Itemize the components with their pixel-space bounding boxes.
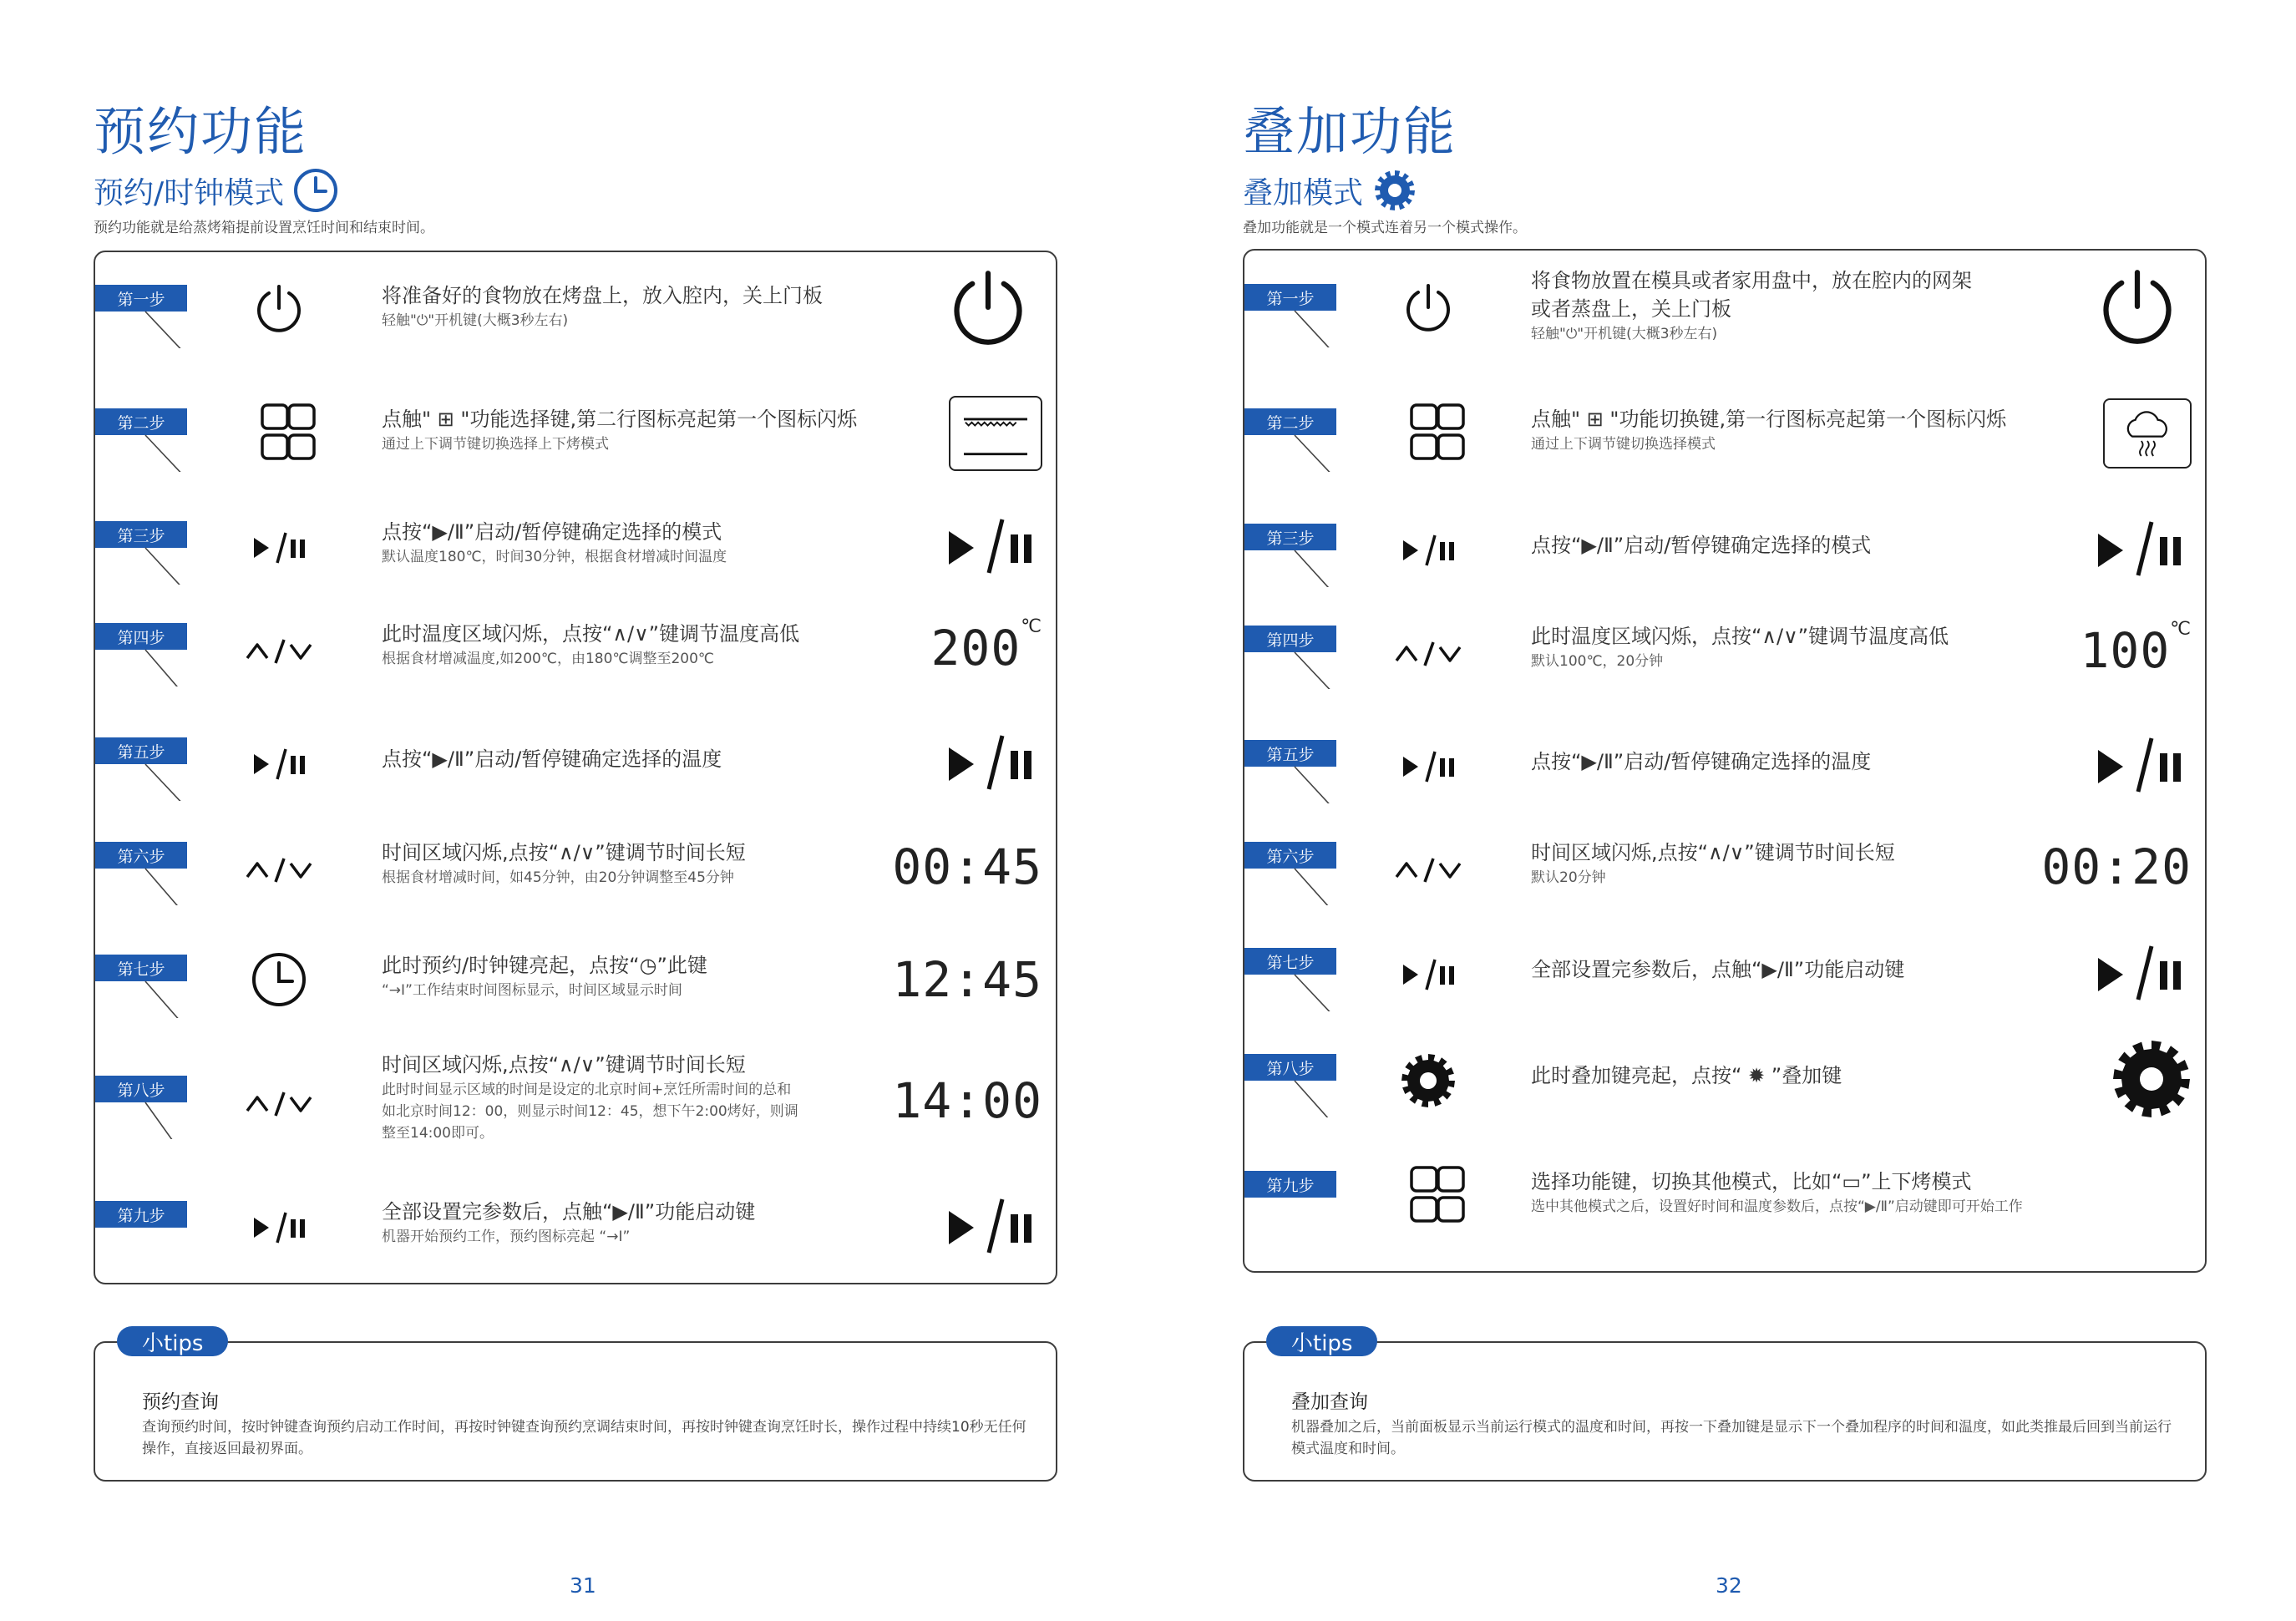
tips-body: 查询预约时间，按时钟键查询预约启动工作时间，再按时钟键查询预约烹调结束时间，再按时钟键查询烹饪时长，操作过程中持续10秒无任何操作，直接返回最初界面。: [142, 1419, 1026, 1457]
step-divider: [1244, 1067, 2192, 1117]
grid-icon: [1386, 1163, 1470, 1229]
lcd-value: 12:45: [892, 951, 1042, 1008]
step-row: [95, 813, 1059, 920]
gear-icon: [1371, 167, 1418, 214]
step-row: [1244, 715, 2208, 815]
play-pause-icon: [237, 1193, 321, 1259]
step-badge: 第八步: [95, 1076, 187, 1102]
step-badge: 第七步: [1244, 948, 1336, 975]
step-divider: [1244, 961, 2192, 1011]
step-divider: [95, 968, 1042, 1018]
step-instruction: 点按“▶/Ⅱ”启动/暂停键确定选择的温度: [382, 747, 722, 771]
tips-tab: 小tips: [1266, 1326, 1377, 1356]
step-badge: 第六步: [1244, 842, 1336, 869]
step-divider: [1244, 422, 2192, 472]
step-instruction: 将准备好的食物放在烤盘上，放入腔内，关上门板: [382, 284, 823, 307]
page-number: 31: [570, 1573, 596, 1598]
step-badge: 第六步: [95, 842, 187, 869]
lcd-value: 200: [930, 620, 1021, 676]
step-note: 根据食材增减温度,如200℃，由180℃调整至200℃: [382, 651, 715, 667]
lcd-unit: ℃: [1021, 616, 1042, 637]
step-badge: 第八步: [1244, 1054, 1336, 1081]
step-row: [95, 1037, 1059, 1164]
step-instruction: 点按“▶/Ⅱ”启动/暂停键确定选择的模式: [1531, 534, 1872, 557]
step-row: [95, 1176, 1059, 1276]
step-badge: 第二步: [1244, 408, 1336, 435]
step-divider: [95, 422, 1042, 472]
step-note: 通过上下调节键切换选择模式: [1531, 436, 1716, 453]
section-description: 叠加功能就是一个模式连着另一个模式操作。: [1243, 220, 1527, 236]
step-row: [95, 384, 1059, 483]
step-instruction: 此时温度区域闪烁，点按“∧/∨”键调节温度高低: [382, 622, 800, 646]
step-row: [1244, 498, 2208, 600]
step-instruction: 全部设置完参数后，点触“▶/Ⅱ”功能启动键: [1531, 958, 1905, 981]
step-divider: [95, 534, 1042, 585]
step-row: [1244, 259, 2208, 359]
step-badge: 第三步: [95, 521, 187, 548]
step-row: [95, 713, 1059, 812]
step-row: [1244, 1027, 2208, 1131]
step-instruction: 全部设置完参数后，点触“▶/Ⅱ”功能启动键: [382, 1200, 756, 1223]
tips-title: 预约查询: [142, 1391, 219, 1413]
step-instruction: 时间区域闪烁,点按“∧/∨”键调节时间长短: [1531, 841, 1895, 864]
step-note: 默认20分钟: [1531, 869, 1606, 886]
section-subtitle: [1243, 167, 1418, 214]
step-instruction: 时间区域闪烁,点按“∧/∨”键调节时间长短: [382, 1053, 746, 1076]
step-divider: [1244, 297, 2192, 347]
step-instruction: 时间区域闪烁,点按“∧/∨”键调节时间长短: [382, 841, 746, 864]
step-instruction: 点按“▶/Ⅱ”启动/暂停键确定选择的模式: [382, 520, 722, 544]
page-right: [1148, 0, 2295, 1621]
step-instruction: 将食物放置在模具或者家用盘中，放在腔内的网架 或者蒸盘上，关上门板: [1531, 269, 1972, 321]
step-divider: [1244, 753, 2192, 803]
step-note: “→I”工作结束时间图标显示，时间区域显示时间: [382, 982, 682, 999]
step-instruction: 此时预约/时钟键亮起，点按“◷”此键: [382, 954, 707, 977]
step-row: [1244, 384, 2208, 483]
section-subtitle: [94, 167, 339, 214]
tips-tab: 小tips: [117, 1326, 228, 1356]
step-instruction: 点触" ⊞ "功能选择键,第二行图标亮起第一个图标闪烁: [382, 408, 858, 431]
lcd-value: 100: [2080, 622, 2171, 679]
step-row: [95, 261, 1059, 359]
step-divider: [95, 636, 1042, 686]
step-note: 选中其他模式之后，设置好时间和温度参数后，点按“▶/Ⅱ”启动键即可开始工作: [1531, 1198, 2023, 1215]
step-note: 机器开始预约工作，预约图标亮起 “→I”: [382, 1228, 631, 1245]
step-note: 轻触"⏻"开机键(大概3秒左右): [1531, 326, 1718, 342]
step-divider: [1244, 639, 2192, 689]
step-instruction: 此时叠加键亮起，点按“ ✹ ”叠加键: [1531, 1064, 1842, 1087]
step-note: 默认100℃，20分钟: [1531, 653, 1664, 670]
step-badge: 第五步: [95, 737, 187, 764]
step-instruction: 选择功能键，切换其他模式，比如“▭”上下烤模式: [1531, 1170, 1972, 1193]
section-description: 预约功能就是给蒸烤箱提前设置烹饪时间和结束时间。: [94, 220, 434, 236]
subtitle-text: 叠加模式: [1243, 175, 1364, 210]
step-divider: [1244, 855, 2192, 905]
step-row: [1244, 815, 2208, 919]
steps-panel: [94, 251, 1057, 1284]
step-badge: 第四步: [1244, 626, 1336, 652]
step-row: [95, 595, 1059, 702]
step-note: 此时时间显示区域的时间是设定的北京时间+烹饪所需时间的总和 如北京时间12：00，则显示时间12：45，想下午2:00烤好，则调 整至14:00即可。: [382, 1082, 798, 1142]
step-badge: 第二步: [95, 408, 187, 435]
step-badge: 第九步: [95, 1201, 187, 1228]
step-badge: 第一步: [95, 285, 187, 312]
lcd-unit: ℃: [2170, 619, 2192, 640]
step-badge: 第四步: [95, 623, 187, 650]
step-instruction: 点按“▶/Ⅱ”启动/暂停键确定选择的温度: [1531, 750, 1872, 773]
subtitle-text: 预约/时钟模式: [94, 175, 285, 210]
step-divider: [95, 1089, 1042, 1139]
step-divider: [95, 298, 1042, 348]
step-row: [1244, 924, 2208, 1022]
steps-panel: [1243, 249, 2207, 1273]
step-row: [1244, 1146, 2208, 1246]
step-divider: [95, 855, 1042, 905]
step-divider: [95, 751, 1042, 801]
clock-icon: [292, 167, 339, 214]
step-note: 默认温度180℃，时间30分钟，根据食材增减时间温度: [382, 549, 727, 565]
step-row: [95, 927, 1059, 1032]
step-badge: 第一步: [1244, 284, 1336, 311]
page-title: 叠加功能: [1243, 101, 1457, 162]
lcd-value: 00:20: [2041, 838, 2192, 895]
page-title: 预约功能: [94, 101, 308, 162]
step-badge: 第三步: [1244, 524, 1336, 550]
play-pause-icon: [934, 1184, 1042, 1268]
tips-box: [1243, 1330, 2207, 1482]
step-note: 轻触"⏻"开机键(大概3秒左右): [382, 312, 569, 329]
lcd-value: 00:45: [892, 838, 1042, 895]
tips-body: 机器叠加之后，当前面板显示当前运行模式的温度和时间，再按一下叠加键是显示下一个叠加程序的时间和温度，如此类推最后回到当前运行模式温度和时间。: [1291, 1419, 2172, 1457]
step-note: 根据食材增减时间，如45分钟，由20分钟调整至45分钟: [382, 869, 734, 886]
step-row: [1244, 601, 2208, 700]
step-note: 通过上下调节键切换选择上下烤模式: [382, 436, 609, 453]
page-number: 32: [1716, 1573, 1742, 1598]
step-badge: 第五步: [1244, 740, 1336, 767]
step-badge: 第九步: [1244, 1171, 1336, 1198]
step-instruction: 点触" ⊞ "功能切换键,第一行图标亮起第一个图标闪烁: [1531, 408, 2007, 431]
tips-title: 叠加查询: [1291, 1391, 1368, 1413]
step-divider: [1244, 537, 2192, 587]
step-row: [95, 496, 1059, 596]
lcd-value: 14:00: [892, 1072, 1042, 1129]
tips-box: [94, 1330, 1057, 1482]
step-instruction: 此时温度区域闪烁，点按“∧/∨”键调节温度高低: [1531, 625, 1949, 648]
step-badge: 第七步: [95, 955, 187, 981]
